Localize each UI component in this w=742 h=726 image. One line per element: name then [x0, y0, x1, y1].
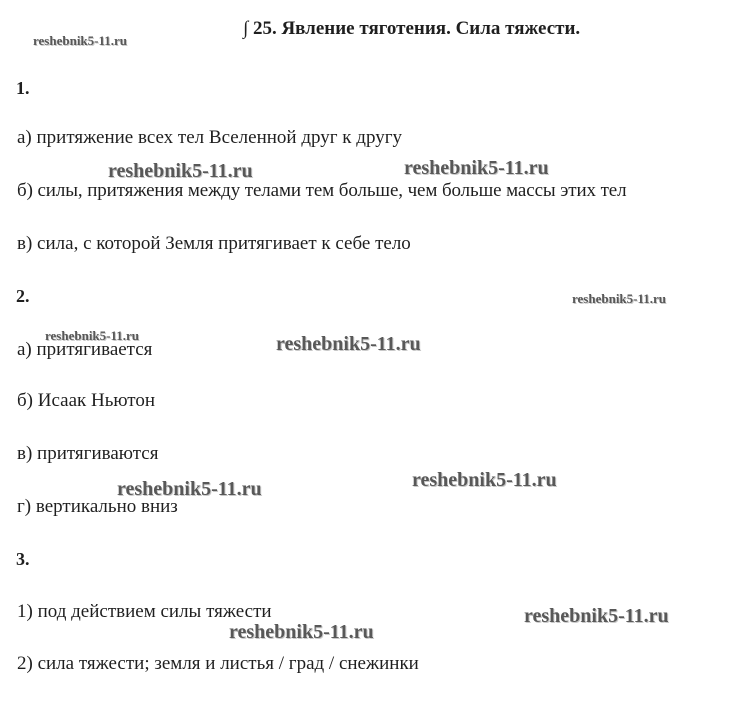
watermark: reshebnik5-11.ru [117, 478, 262, 500]
watermark: reshebnik5-11.ru [404, 157, 549, 179]
watermark: reshebnik5-11.ru [45, 328, 140, 343]
watermark: reshebnik5-11.ru [572, 291, 667, 306]
watermark: reshebnik5-11.ru [524, 605, 669, 627]
answer-1c: в) сила, с которой Земля притягивает к себе тело [17, 233, 411, 254]
section-number-3: 3. [16, 549, 30, 569]
answer-3-1: 1) под действием силы тяжести [17, 601, 272, 622]
watermark: reshebnik5-11.ru [276, 333, 421, 355]
page-title: ∫ 25. Явление тяготения. Сила тяжести. [243, 18, 581, 39]
watermark: reshebnik5-11.ru [108, 160, 253, 182]
answer-2d: г) вертикально вниз [17, 496, 178, 517]
answer-2c: в) притягиваются [17, 443, 159, 464]
watermark: reshebnik5-11.ru [412, 469, 557, 491]
section-number-2: 2. [16, 286, 30, 306]
answer-1b: б) силы, притяжения между телами тем больше, чем больше массы этих тел [17, 180, 627, 201]
section-number-1: 1. [16, 78, 30, 98]
answer-1a: а) притяжение всех тел Вселенной друг к другу [17, 127, 402, 148]
answer-3-2: 2) сила тяжести; земля и листья / град / снежинки [17, 653, 419, 674]
answer-2a: а) притягивается [17, 339, 153, 360]
answer-2b: б) Исаак Ньютон [17, 390, 156, 411]
watermark: reshebnik5-11.ru [229, 621, 374, 643]
watermark: reshebnik5-11.ru [33, 33, 128, 48]
